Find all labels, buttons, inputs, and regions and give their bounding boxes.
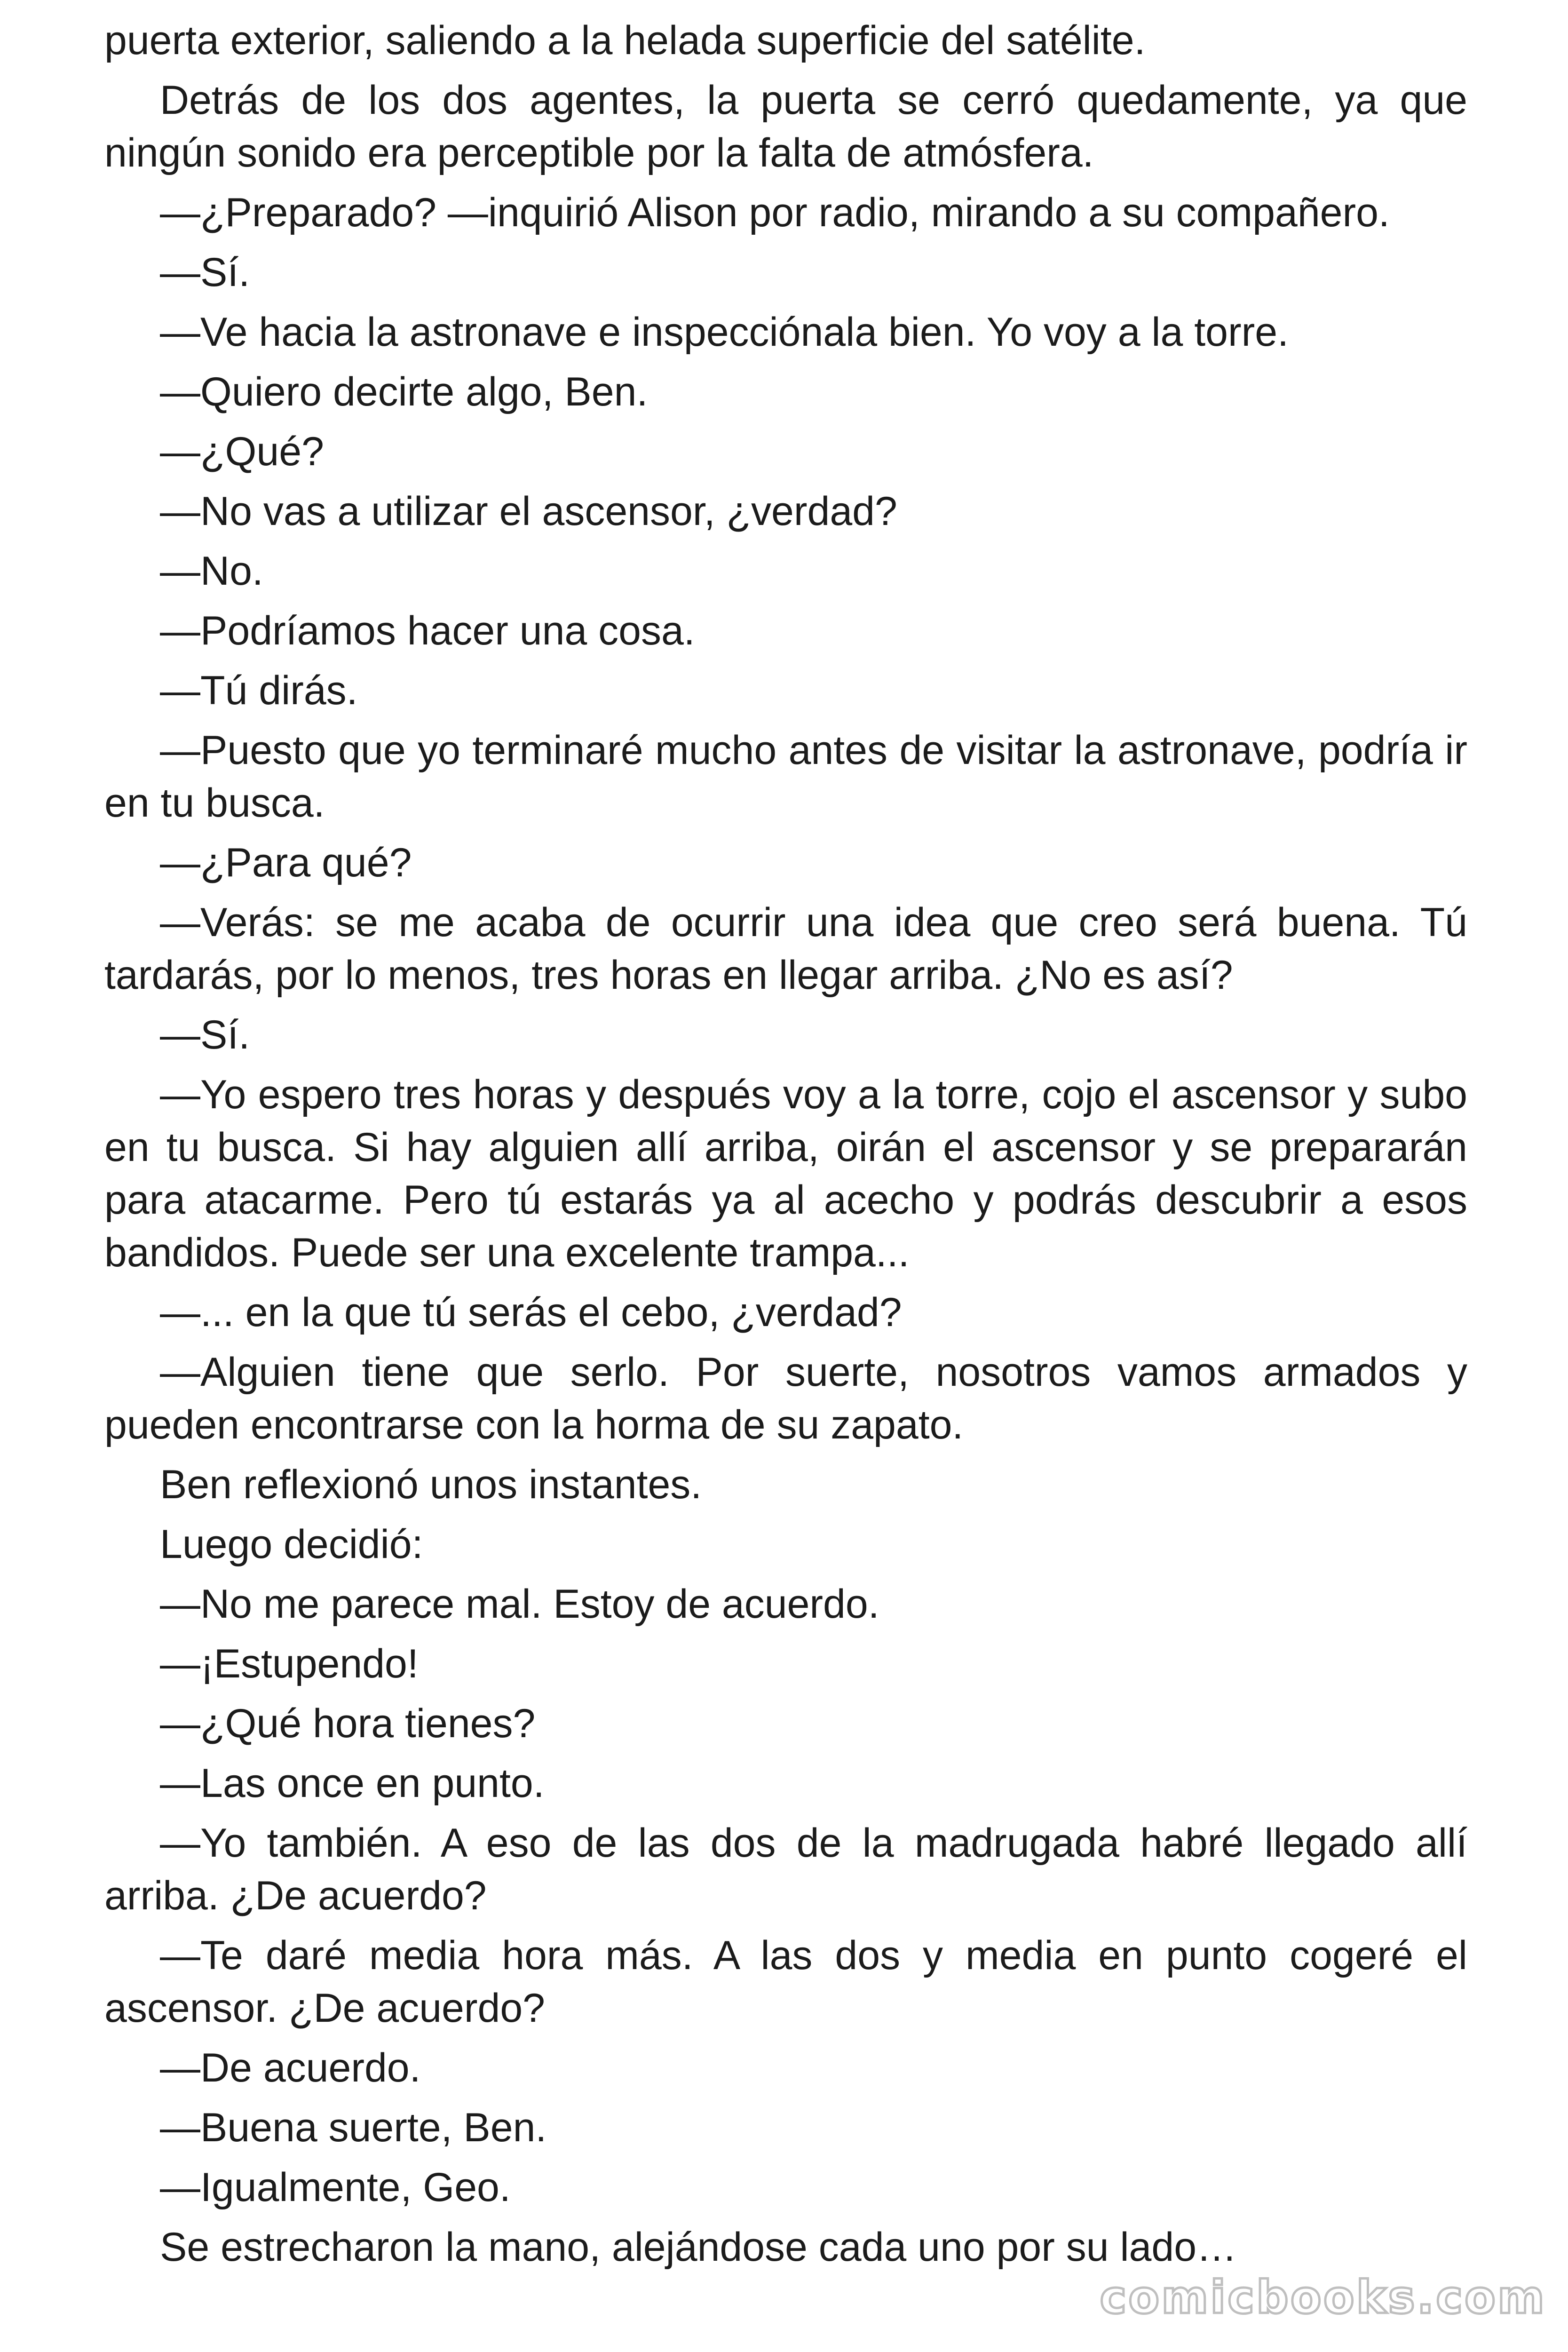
paragraph: —... en la que tú serás el cebo, ¿verdad? [160, 1290, 902, 1335]
paragraph: —¿Preparado? —inquirió Alison por radio, mirando a su compañero. [160, 190, 1390, 235]
paragraph: —Igualmente, Geo. [160, 2165, 511, 2210]
paragraph: —¡Estupendo! [160, 1641, 419, 1686]
paragraph: —Las once en punto. [160, 1761, 545, 1806]
watermark-logo: comicbooks.com [1100, 2271, 1546, 2324]
paragraph: —Quiero decirte algo, Ben. [160, 369, 648, 414]
paragraph: puerta exterior, saliendo a la helada superficie del satélite. [104, 18, 1146, 63]
paragraph: —Verás: se me acaba de ocurrir una idea que creo será buena. Tú tardarás, por lo menos, tres horas en llegar arriba. ¿No es así? [104, 900, 1467, 998]
paragraph: —Puesto que yo terminaré mucho antes de visitar la astronave, podría ir en tu busca. [104, 728, 1467, 826]
paragraph: —Alguien tiene que serlo. Por suerte, nosotros vamos armados y pueden encontrarse con la horma de su zapato. [104, 1350, 1467, 1447]
paragraph: —No vas a utilizar el ascensor, ¿verdad? [160, 489, 897, 534]
paragraph: —Sí. [160, 250, 250, 295]
document-page [104, 14, 1467, 2273]
paragraph: —Sí. [160, 1012, 250, 1057]
paragraph: —¿Qué? [160, 429, 324, 474]
paragraph: —No me parece mal. Estoy de acuerdo. [160, 1581, 879, 1627]
paragraph: —¿Qué hora tienes? [160, 1701, 536, 1746]
paragraph: —Ve hacia la astronave e inspecciónala bien. Yo voy a la torre. [160, 310, 1289, 355]
paragraph: —¿Para qué? [160, 840, 412, 885]
paragraph: Ben reflexionó unos instantes. [160, 1462, 702, 1507]
paragraph: —Yo espero tres horas y después voy a la torre, cojo el ascensor y subo en tu busca. Si hay alguien allí arriba, oirán el ascensor y se prepararán para atacarme. Pero tú estarás ya al acecho y podrás descubrir a esos bandidos. Puede ser una excelente trampa... [104, 1072, 1467, 1275]
paragraph: Se estrecharon la mano, alejándose cada uno por su lado… [160, 2225, 1237, 2270]
paragraph: —Tú dirás. [160, 668, 358, 713]
paragraph: Detrás de los dos agentes, la puerta se cerró quedamente, ya que ningún sonido era perceptible por la falta de atmósfera. [104, 78, 1467, 175]
paragraph: —Yo también. A eso de las dos de la madrugada habré llegado allí arriba. ¿De acuerdo? [104, 1820, 1467, 1918]
paragraph: Luego decidió: [160, 1522, 423, 1567]
paragraph: —Buena suerte, Ben. [160, 2105, 547, 2150]
paragraph: —De acuerdo. [160, 2045, 421, 2090]
paragraph: —Te daré media hora más. A las dos y media en punto cogeré el ascensor. ¿De acuerdo? [104, 1933, 1467, 2031]
paragraph: —No. [160, 548, 263, 594]
paragraph: —Podríamos hacer una cosa. [160, 608, 695, 653]
